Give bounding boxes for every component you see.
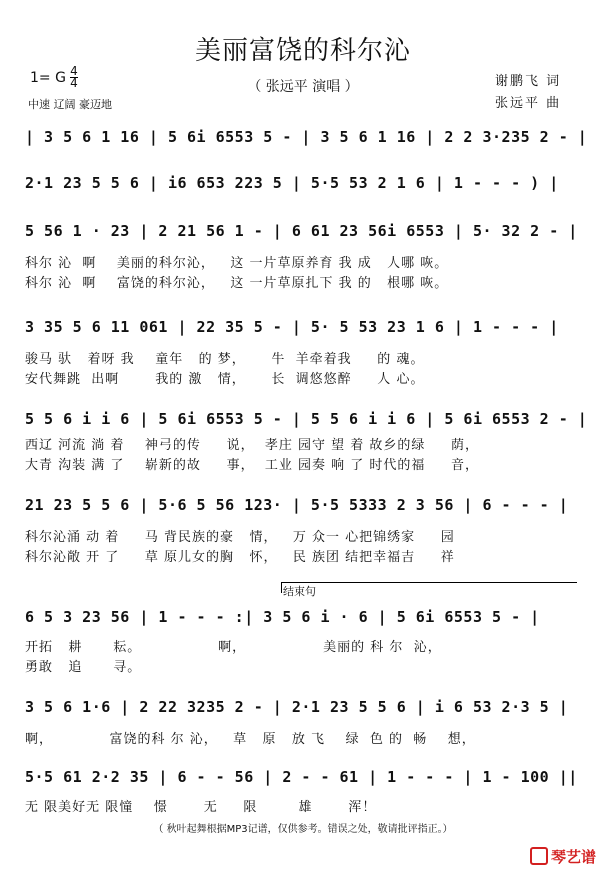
score-row-7-notes: 6 5 3 23 56 | 1 - - - :| 3 5 6 i · 6 | 5 6i 6553 5 - | xyxy=(25,608,540,626)
score-row-6-lyric-1: 科尔沁涌 动 着 马 背民族的豪 情， 万 众一 心把锦绣家 园 xyxy=(25,530,455,545)
key-signature: 1= G xyxy=(30,70,66,86)
score-row-5-lyric-2: 大青 沟装 满 了 崭新的故 事， 工业 园奏 响 了 时代的福 音， xyxy=(25,458,480,473)
score-row-5-notes: 5 5 6 i i 6 | 5 6i 6553 5 - | 5 5 6 i i 6 | 5 6i 6553 2 - | xyxy=(25,410,588,428)
tempo-marking: 中速 辽阔 豪迈地 xyxy=(28,98,112,111)
score-row-5-lyric-1: 西辽 河流 淌 着 神弓的传 说， 孝庄 园守 望 着 故乡的绿 荫， xyxy=(25,438,480,453)
ending-bracket xyxy=(281,582,577,593)
time-signature-top: 4 xyxy=(70,64,78,78)
score-row-4-lyric-1: 骏马 驮 着呀 我 童年 的 梦， 牛 羊牵着我 的 魂。 xyxy=(25,352,425,367)
score-row-4-notes: 3 35 5 6 11 061 | 22 35 5 - | 5· 5 53 23 1 6 | 1 - - - | xyxy=(25,318,559,336)
site-logo[interactable] xyxy=(530,846,596,867)
score-row-4-lyric-2: 安代舞跳 出啊 我的 激 情， 长 调悠悠醉 人 心。 xyxy=(25,372,425,387)
score-row-7-lyric-2: 勇敢 追 寻。 xyxy=(25,660,142,675)
score-row-7-lyric-1: 开拓 耕 耘。 啊， 美丽的 科 尔 沁， xyxy=(25,640,442,655)
score-row-8-notes: 3 5 6 1·6 | 2 22 3235 2 - | 2·1 23 5 5 6 | i 6 53 2·3 5 | xyxy=(25,698,569,716)
time-signature xyxy=(70,66,78,89)
ending-label: 结束句 xyxy=(283,585,316,598)
composer-credit: 张远平 曲 xyxy=(495,96,562,111)
score-row-9-lyric-1: 无 限美好无 限憧 憬 无 限 雄 浑！ xyxy=(25,800,377,815)
page-title: 美丽富饶的科尔沁 xyxy=(194,36,411,66)
score-row-6-notes: 21 23 5 5 6 | 5·6 5 56 123· | 5·5 5333 2 3 56 | 6 - - - | xyxy=(25,496,569,514)
score-row-8-lyric-1: 啊， 富饶的科 尔 沁， 草 原 放 飞 绿 色 的 畅 想， xyxy=(25,732,476,747)
score-row-2-notes: 2·1 23 5 5 6 | i6 653 223 5 | 5·5 53 2 1 6 | 1 - - - ) | xyxy=(25,174,559,192)
score-row-3-lyric-2: 科尔 沁 啊 富饶的科尔沁， 这 一片草原扎下 我 的 根哪 咴。 xyxy=(25,276,449,291)
lyricist-credit: 谢鹏飞 词 xyxy=(495,74,562,89)
logo-text: 琴艺谱 xyxy=(551,848,597,866)
time-signature-bottom: 4 xyxy=(70,76,78,90)
score-row-3-lyric-1: 科尔 沁 啊 美丽的科尔沁， 这 一片草原养育 我 成 人哪 咴。 xyxy=(25,256,449,271)
score-row-6-lyric-2: 科尔沁敞 开 了 草 原儿女的胸 怀， 民 族团 结把幸福吉 祥 xyxy=(25,550,455,565)
score-row-9-notes: 5·5 61 2·2 35 | 6 - - 56 | 2 - - 61 | 1 - - - | 1 - 100 || xyxy=(25,768,578,786)
performer-subtitle: （ 张远平 演唱 ） xyxy=(247,79,359,95)
logo-icon xyxy=(530,847,548,865)
score-row-1-notes: | 3 5 6 1 16 | 5 6i 6553 5 - | 3 5 6 1 16 | 2 2 3·235 2 - | xyxy=(25,128,588,146)
footnote: （ 秋叶起舞根据MP3记谱，仅供参考。错误之处，敬请批评指正。） xyxy=(153,824,453,835)
score-row-3-notes: 5 56 1 · 23 | 2 21 56 1 - | 6 61 23 56i 6553 | 5· 32 2 - | xyxy=(25,222,578,240)
